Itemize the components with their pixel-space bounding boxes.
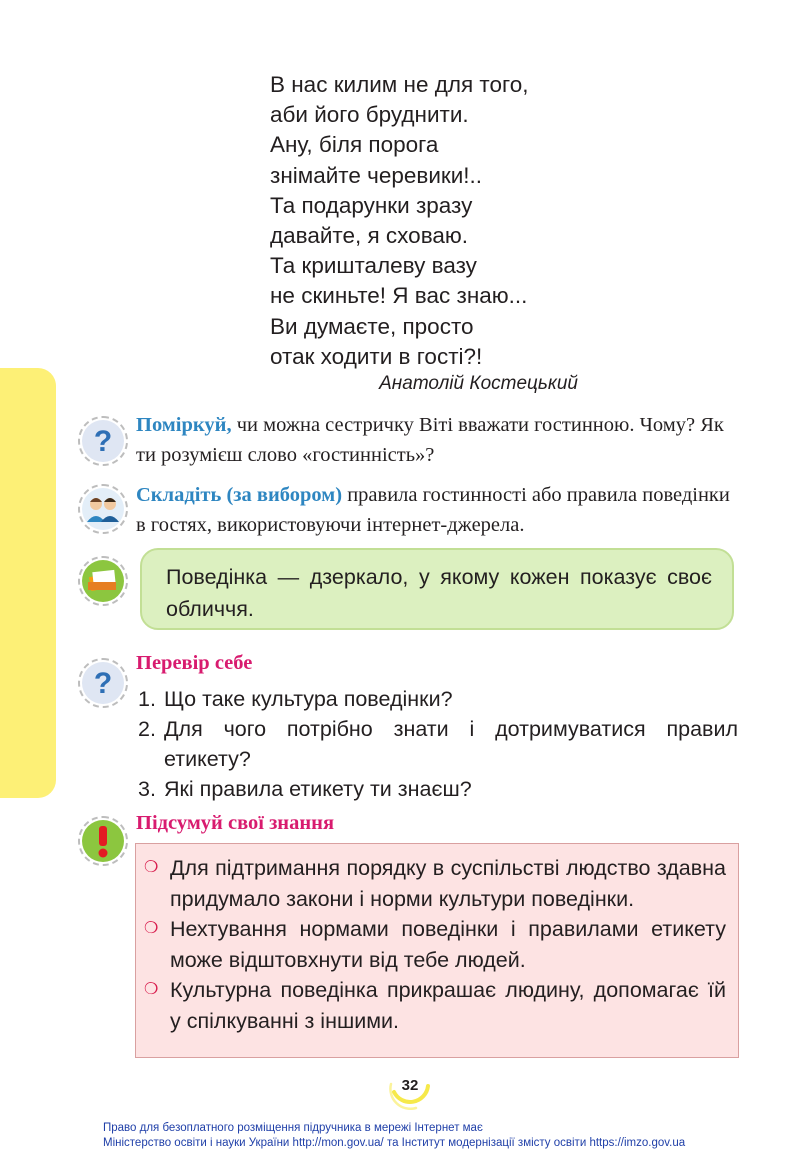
list-item — [138, 684, 738, 714]
svg-text:?: ? — [93, 667, 113, 700]
footer-line: Міністерство освіти і науки України http://mon.gov.ua/ та Інститут модернізації змісту освіти https://imzo.gov.ua — [103, 1137, 686, 1149]
task-group-keyword: Складіть (за вибором) — [136, 484, 343, 506]
list-item-number: 1. — [138, 687, 156, 711]
list-item — [144, 975, 726, 1036]
task-think-text: чи можна сестричку Віті вважати гостинною. Чому? Як ти розумієш слово «гостинність»? — [136, 414, 724, 466]
notebook-icon — [78, 556, 128, 606]
task-think — [136, 410, 740, 470]
question-icon — [78, 416, 128, 466]
check-list — [138, 684, 738, 804]
list-item-text: Для підтримання порядку в суспільстві людство здавна придумало закони і норми культури поведінки. — [170, 856, 726, 911]
poem-author: Анатолій Костецький — [379, 373, 578, 394]
list-item — [144, 914, 726, 975]
list-item — [144, 853, 726, 914]
circle-bullet-icon: ❍ — [144, 920, 159, 937]
list-item-number: 2. — [138, 717, 156, 741]
poem-line: не скиньте! Я вас знаю... — [270, 283, 528, 309]
list-item-text: Нехтування нормами поведінки і правилами етикету може відштовхнути від тебе людей. — [170, 917, 726, 972]
poem — [270, 70, 528, 372]
footer-note — [103, 1121, 685, 1151]
summary-title: Підсумуй свої знання — [136, 812, 335, 834]
list-item-text: Що таке культура поведінки? — [164, 687, 453, 711]
poem-line: отак ходити в гості?! — [270, 343, 483, 369]
quote-box: Поведінка — дзеркало, у якому кожен показує своє обличчя. — [140, 548, 734, 630]
list-item-number: 3. — [138, 777, 156, 801]
circle-bullet-icon: ❍ — [144, 981, 159, 998]
task-group-text: правила гостинності або правила поведінки в гостях, використовуючи інтернет-джерела. — [136, 484, 730, 536]
poem-line: В нас килим не для того, — [270, 72, 529, 97]
poem-line: давайте, я сховаю. — [270, 223, 469, 249]
poem-line: Та подарунки зразу — [270, 192, 473, 218]
side-tab-marker — [0, 368, 56, 798]
poem-line: знімайте черевики!.. — [270, 162, 483, 188]
page-number: 32 — [401, 1077, 419, 1094]
check-title: Перевір себе — [136, 652, 253, 674]
list-item-text: Культурна поведінка прикрашає людину, допомагає їй у спілкуванні з іншими. — [170, 978, 726, 1033]
poem-line: аби його бруднити. — [270, 102, 469, 128]
poem-line: Ви думаєте, просто — [270, 313, 474, 339]
summary-box — [135, 843, 739, 1058]
footer-line: Право для безоплатного розміщення підручника в мережі Інтернет має — [103, 1122, 483, 1134]
svg-text:?: ? — [93, 425, 113, 458]
task-think-keyword: Поміркуй, — [136, 414, 232, 436]
exclamation-icon — [78, 816, 128, 866]
question-icon — [78, 658, 128, 708]
group-work-icon — [78, 484, 128, 534]
circle-bullet-icon: ❍ — [144, 859, 159, 876]
task-group — [136, 480, 740, 540]
list-item — [138, 714, 738, 774]
poem-line: Ану, біля порога — [270, 132, 439, 158]
list-item-text: Які правила етикету ти знаєш? — [164, 777, 472, 801]
list-item-text: Для чого потрібно знати і дотримуватися правил етикету? — [164, 717, 738, 771]
poem-line: Та кришталеву вазу — [270, 253, 477, 279]
list-item — [138, 774, 738, 804]
